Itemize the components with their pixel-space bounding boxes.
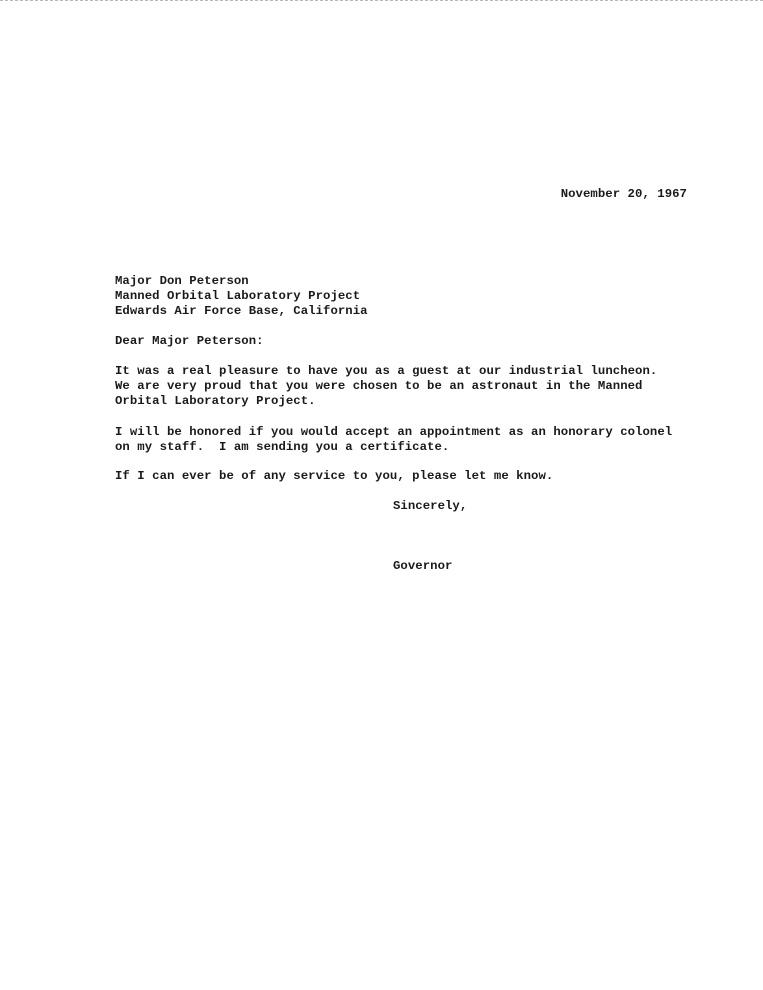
recipient-organization: Manned Orbital Laboratory Project xyxy=(115,289,361,303)
paragraph-1-line-2: We are very proud that you were chosen to be an astronaut in the Manned xyxy=(115,379,643,393)
page-top-border xyxy=(0,0,763,1)
signature-title: Governor xyxy=(393,559,453,573)
paragraph-3-line-1: If I can ever be of any service to you, please let me know. xyxy=(115,469,554,483)
paragraph-1-line-3: Orbital Laboratory Project. xyxy=(115,394,316,408)
recipient-name: Major Don Peterson xyxy=(115,274,249,288)
paragraph-2-line-2: on my staff. I am sending you a certificate. xyxy=(115,440,450,454)
closing: Sincerely, xyxy=(393,499,468,513)
salutation: Dear Major Peterson: xyxy=(115,334,264,348)
paragraph-1-line-1: It was a real pleasure to have you as a guest at our industrial luncheon. xyxy=(115,364,658,378)
paragraph-2-line-1: I will be honored if you would accept an appointment as an honorary colonel xyxy=(115,425,673,439)
recipient-location: Edwards Air Force Base, California xyxy=(115,304,368,318)
letter-date: November 20, 1967 xyxy=(560,187,687,201)
